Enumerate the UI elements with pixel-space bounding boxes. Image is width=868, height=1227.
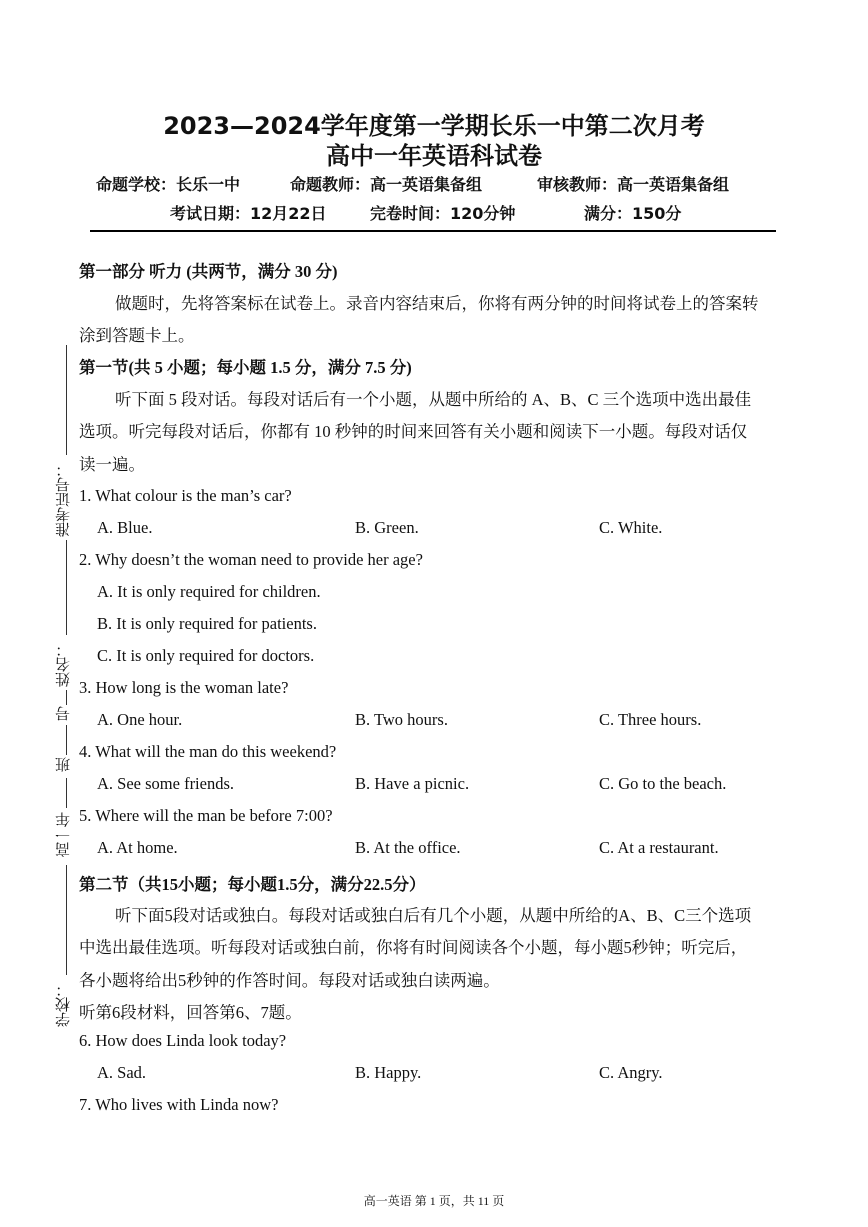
material-6-note: 听第6段材料，回答第6、7题。 xyxy=(79,1003,302,1022)
q1-option-a: A. Blue. xyxy=(97,518,153,537)
binding-line xyxy=(66,725,67,755)
question-3: 3. How long is the woman late? xyxy=(79,678,289,697)
q4-option-c: C. Go to the beach. xyxy=(599,774,727,793)
q6-option-a: A. Sad. xyxy=(97,1063,147,1082)
school-info: 命题学校：长乐一中 xyxy=(96,175,241,194)
binding-line xyxy=(66,778,67,808)
question-4: 4. What will the man do this weekend? xyxy=(79,742,337,761)
question-6: 6. How does Linda look today? xyxy=(79,1031,287,1050)
duration-info: 完卷时间：120分钟 xyxy=(370,204,516,223)
section1-instruction-end: 读一遍。 xyxy=(79,455,145,474)
class-label: 班 xyxy=(54,757,72,772)
section1-instruction-cont: 选项。听完每段对话后，你都有 10 秒钟的时间来回答有关小题和阅读下一小题。每段对话仅 xyxy=(79,422,748,441)
section1-instruction: 听下面 5 段对话。每段对话后有一个小题，从题中所给的 A、B、C 三个选项中选出最佳 xyxy=(115,390,752,409)
exam-title: 2023—2024学年度第一学期长乐一中第二次月考 xyxy=(163,112,705,140)
part1-heading: 第一部分 听力 (共两节，满分 30 分) xyxy=(79,262,338,281)
question-5: 5. Where will the man be before 7:00? xyxy=(79,806,333,825)
q5-option-c: C. At a restaurant. xyxy=(599,838,719,857)
page-footer: 高一英语 第 1 页，共 11 页 xyxy=(363,1194,505,1208)
section2-instruction-end: 各小题将给出5秒钟的作答时间。每段对话或独白读两遍。 xyxy=(79,971,500,990)
score-info: 满分：150分 xyxy=(584,204,682,223)
q3-option-c: C. Three hours. xyxy=(599,710,702,729)
q2-option-c: C. It is only required for doctors. xyxy=(97,646,315,665)
q4-option-b: B. Have a picnic. xyxy=(355,774,470,793)
part1-instruction: 做题时，先将答案标在试卷上。录音内容结束后，你将有两分钟的时间将试卷上的答案转 xyxy=(115,294,759,313)
school-label: 学校： xyxy=(54,982,72,1027)
question-2: 2. Why doesn’t the woman need to provide her age? xyxy=(79,550,423,569)
seat-number-label: 号 xyxy=(54,706,72,721)
name-label: 姓名： xyxy=(54,642,72,687)
question-7: 7. Who lives with Linda now? xyxy=(79,1095,279,1114)
q3-option-a: A. One hour. xyxy=(97,710,183,729)
q1-option-c: C. White. xyxy=(599,518,663,537)
reviewer-info: 审核教师：高一英语集备组 xyxy=(537,175,730,194)
q4-option-a: A. See some friends. xyxy=(97,774,235,793)
binding-line xyxy=(66,540,67,635)
q3-option-b: B. Two hours. xyxy=(355,710,448,729)
q1-option-b: B. Green. xyxy=(355,518,419,537)
exam-number-label: 准考证号： xyxy=(54,462,72,537)
grade-label: 高一年 xyxy=(54,812,72,857)
header-divider xyxy=(90,230,776,232)
section2-instruction-cont: 中选出最佳选项。听每段对话或独白前，你将有时间阅读各个小题，每小题5秒钟；听完后， xyxy=(79,938,748,957)
q2-option-b: B. It is only required for patients. xyxy=(97,614,317,633)
q6-option-b: B. Happy. xyxy=(355,1063,422,1082)
q6-option-c: C. Angry. xyxy=(599,1063,663,1082)
q5-option-a: A. At home. xyxy=(97,838,178,857)
setter-info: 命题教师：高一英语集备组 xyxy=(290,175,483,194)
exam-subtitle: 高中一年英语科试卷 xyxy=(326,142,542,170)
part1-instruction-cont: 涂到答题卡上。 xyxy=(79,326,195,345)
binding-line xyxy=(66,345,67,455)
section1-heading: 第一节(共 5 小题；每小题 1.5 分，满分 7.5 分) xyxy=(79,358,412,377)
binding-line xyxy=(66,690,67,705)
binding-line xyxy=(66,865,67,975)
section2-instruction: 听下面5段对话或独白。每段对话或独白后有几个小题，从题中所给的A、B、C三个选项 xyxy=(115,906,752,925)
q5-option-b: B. At the office. xyxy=(355,838,461,857)
section2-heading: 第二节（共15小题；每小题1.5分，满分22.5分） xyxy=(79,875,426,894)
q2-option-a: A. It is only required for children. xyxy=(97,582,321,601)
date-info: 考试日期：12月22日 xyxy=(170,204,327,223)
question-1: 1. What colour is the man’s car? xyxy=(79,486,292,505)
